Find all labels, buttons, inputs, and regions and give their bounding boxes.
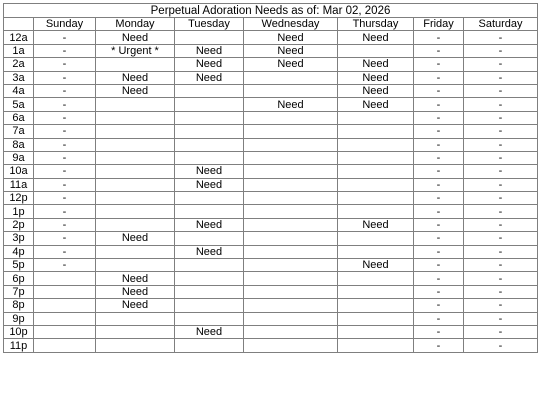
slot-cell-monday: Need [96,84,175,97]
table-row [4,205,538,218]
slot-cell-tuesday [175,299,244,312]
slot-cell-saturday: - [464,312,538,325]
slot-cell-saturday: - [464,339,538,352]
slot-cell-monday: Need [96,71,175,84]
hour-label: 4p [4,245,34,258]
slot-cell-tuesday [175,31,244,44]
table-row [4,178,538,191]
hour-label: 4a [4,84,34,97]
slot-cell-sunday [34,312,96,325]
slot-cell-tuesday: Need [175,325,244,338]
slot-cell-thursday [338,299,414,312]
table-row [4,165,538,178]
slot-cell-monday [96,151,175,164]
slot-cell-sunday: - [34,58,96,71]
table-row [4,98,538,111]
table-row [4,125,538,138]
hour-label: 7p [4,285,34,298]
slot-cell-thursday: Need [338,31,414,44]
table-row [4,44,538,57]
table-row [4,232,538,245]
slot-cell-saturday: - [464,151,538,164]
hour-label: 11p [4,339,34,352]
slot-cell-tuesday [175,205,244,218]
hour-label: 6a [4,111,34,124]
slot-cell-friday: - [414,44,464,57]
hour-label: 7a [4,125,34,138]
slot-cell-wednesday [244,312,338,325]
slot-cell-tuesday [175,339,244,352]
title-row [4,4,538,18]
slot-cell-saturday: - [464,125,538,138]
slot-cell-monday: Need [96,232,175,245]
hour-label: 5a [4,98,34,111]
table-row [4,84,538,97]
hour-label: 11a [4,178,34,191]
slot-cell-thursday [338,192,414,205]
slot-cell-wednesday [244,285,338,298]
slot-cell-tuesday: Need [175,44,244,57]
slot-cell-thursday [338,178,414,191]
header-row [4,18,538,31]
slot-cell-friday: - [414,111,464,124]
hour-label: 12a [4,31,34,44]
slot-cell-friday: - [414,299,464,312]
day-header-tuesday: Tuesday [175,18,244,31]
slot-cell-sunday [34,325,96,338]
slot-cell-sunday [34,272,96,285]
slot-cell-sunday: - [34,151,96,164]
hour-label: 5p [4,259,34,272]
slot-cell-tuesday [175,111,244,124]
slot-cell-sunday: - [34,84,96,97]
table-row [4,245,538,258]
slot-cell-thursday [338,245,414,258]
table-row [4,272,538,285]
slot-cell-friday: - [414,71,464,84]
slot-cell-thursday [338,232,414,245]
day-header-saturday: Saturday [464,18,538,31]
slot-cell-tuesday [175,151,244,164]
hour-label: 6p [4,272,34,285]
slot-cell-monday [96,192,175,205]
slot-cell-monday [96,218,175,231]
slot-cell-thursday: Need [338,58,414,71]
slot-cell-saturday: - [464,165,538,178]
table-row [4,285,538,298]
slot-cell-monday [96,339,175,352]
slot-cell-saturday: - [464,218,538,231]
slot-cell-friday: - [414,325,464,338]
slot-cell-monday [96,259,175,272]
slot-cell-friday: - [414,218,464,231]
hour-label: 12p [4,192,34,205]
table-row [4,312,538,325]
hour-label: 8p [4,299,34,312]
slot-cell-saturday: - [464,178,538,191]
slot-cell-friday: - [414,232,464,245]
slot-cell-monday [96,98,175,111]
slot-cell-sunday: - [34,138,96,151]
slot-cell-wednesday [244,339,338,352]
table-row [4,138,538,151]
slot-cell-wednesday [244,84,338,97]
schedule-table [3,3,538,353]
slot-cell-saturday: - [464,98,538,111]
slot-cell-sunday [34,339,96,352]
table-row [4,58,538,71]
hour-column-header [4,18,34,31]
slot-cell-thursday [338,138,414,151]
slot-cell-thursday [338,325,414,338]
slot-cell-wednesday: Need [244,31,338,44]
slot-cell-thursday: Need [338,259,414,272]
slot-cell-monday [96,245,175,258]
slot-cell-friday: - [414,245,464,258]
slot-cell-thursday: Need [338,98,414,111]
slot-cell-wednesday [244,259,338,272]
slot-cell-friday: - [414,98,464,111]
slot-cell-tuesday [175,125,244,138]
slot-cell-sunday: - [34,232,96,245]
slot-cell-saturday: - [464,44,538,57]
table-row [4,111,538,124]
slot-cell-thursday [338,111,414,124]
slot-cell-friday: - [414,312,464,325]
slot-cell-monday [96,312,175,325]
slot-cell-monday: Need [96,31,175,44]
slot-cell-thursday [338,151,414,164]
slot-cell-friday: - [414,272,464,285]
slot-cell-thursday [338,125,414,138]
slot-cell-tuesday [175,272,244,285]
slot-cell-thursday: Need [338,218,414,231]
slot-cell-sunday [34,285,96,298]
slot-cell-saturday: - [464,245,538,258]
slot-cell-saturday: - [464,325,538,338]
day-header-friday: Friday [414,18,464,31]
slot-cell-wednesday: Need [244,58,338,71]
slot-cell-monday [96,125,175,138]
slot-cell-monday: Need [96,272,175,285]
table-row [4,325,538,338]
slot-cell-friday: - [414,31,464,44]
slot-cell-thursday [338,285,414,298]
slot-cell-saturday: - [464,192,538,205]
slot-cell-friday: - [414,178,464,191]
slot-cell-wednesday [244,245,338,258]
slot-cell-wednesday [244,232,338,245]
hour-label: 3a [4,71,34,84]
slot-cell-saturday: - [464,58,538,71]
slot-cell-sunday: - [34,31,96,44]
slot-cell-wednesday [244,138,338,151]
slot-cell-tuesday [175,138,244,151]
slot-cell-monday: * Urgent * [96,44,175,57]
slot-cell-monday [96,165,175,178]
slot-cell-tuesday: Need [175,178,244,191]
slot-cell-tuesday [175,285,244,298]
slot-cell-friday: - [414,165,464,178]
hour-label: 2p [4,218,34,231]
slot-cell-sunday: - [34,259,96,272]
slot-cell-tuesday [175,312,244,325]
slot-cell-monday: Need [96,299,175,312]
slot-cell-friday: - [414,339,464,352]
slot-cell-saturday: - [464,31,538,44]
slot-cell-saturday: - [464,138,538,151]
slot-cell-monday [96,178,175,191]
slot-cell-tuesday [175,192,244,205]
slot-cell-saturday: - [464,71,538,84]
hour-label: 2a [4,58,34,71]
table-row [4,339,538,352]
slot-cell-sunday: - [34,98,96,111]
slot-cell-monday [96,138,175,151]
slot-cell-friday: - [414,58,464,71]
slot-cell-sunday: - [34,71,96,84]
adoration-schedule [3,3,538,353]
slot-cell-wednesday [244,111,338,124]
day-header-thursday: Thursday [338,18,414,31]
slot-cell-thursday: Need [338,71,414,84]
slot-cell-saturday: - [464,205,538,218]
slot-cell-thursday [338,339,414,352]
table-row [4,151,538,164]
slot-cell-friday: - [414,192,464,205]
slot-cell-thursday [338,165,414,178]
slot-cell-wednesday [244,218,338,231]
slot-cell-wednesday [244,165,338,178]
slot-cell-tuesday [175,98,244,111]
slot-cell-wednesday: Need [244,98,338,111]
day-header-monday: Monday [96,18,175,31]
slot-cell-sunday: - [34,205,96,218]
slot-cell-friday: - [414,205,464,218]
slot-cell-saturday: - [464,111,538,124]
hour-label: 10a [4,165,34,178]
slot-cell-thursday: Need [338,84,414,97]
slot-cell-wednesday [244,325,338,338]
slot-cell-wednesday [244,299,338,312]
slot-cell-sunday: - [34,218,96,231]
slot-cell-tuesday: Need [175,71,244,84]
hour-label: 8a [4,138,34,151]
slot-cell-sunday: - [34,192,96,205]
slot-cell-wednesday [244,178,338,191]
schedule-body [4,31,538,352]
slot-cell-sunday [34,299,96,312]
slot-cell-friday: - [414,84,464,97]
hour-label: 1a [4,44,34,57]
slot-cell-wednesday [244,125,338,138]
slot-cell-monday [96,58,175,71]
slot-cell-monday [96,111,175,124]
slot-cell-sunday: - [34,125,96,138]
table-row [4,299,538,312]
slot-cell-wednesday: Need [244,44,338,57]
slot-cell-tuesday [175,84,244,97]
table-row [4,259,538,272]
slot-cell-tuesday: Need [175,245,244,258]
slot-cell-tuesday: Need [175,165,244,178]
table-row [4,218,538,231]
slot-cell-monday: Need [96,285,175,298]
table-title: Perpetual Adoration Needs as of: Mar 02, 2026 [4,4,538,18]
slot-cell-friday: - [414,125,464,138]
hour-label: 3p [4,232,34,245]
slot-cell-wednesday [244,205,338,218]
hour-label: 10p [4,325,34,338]
slot-cell-saturday: - [464,285,538,298]
slot-cell-wednesday [244,71,338,84]
slot-cell-tuesday [175,259,244,272]
slot-cell-friday: - [414,138,464,151]
hour-label: 9a [4,151,34,164]
slot-cell-sunday: - [34,44,96,57]
table-row [4,71,538,84]
slot-cell-sunday: - [34,111,96,124]
slot-cell-thursday [338,44,414,57]
slot-cell-tuesday [175,232,244,245]
slot-cell-friday: - [414,151,464,164]
slot-cell-wednesday [244,192,338,205]
slot-cell-saturday: - [464,272,538,285]
slot-cell-tuesday: Need [175,218,244,231]
table-row [4,192,538,205]
slot-cell-wednesday [244,151,338,164]
slot-cell-monday [96,325,175,338]
table-row [4,31,538,44]
slot-cell-saturday: - [464,84,538,97]
slot-cell-thursday [338,312,414,325]
slot-cell-sunday: - [34,165,96,178]
slot-cell-friday: - [414,259,464,272]
hour-label: 1p [4,205,34,218]
slot-cell-friday: - [414,285,464,298]
slot-cell-sunday: - [34,178,96,191]
slot-cell-thursday [338,205,414,218]
slot-cell-saturday: - [464,299,538,312]
slot-cell-tuesday: Need [175,58,244,71]
slot-cell-monday [96,205,175,218]
slot-cell-thursday [338,272,414,285]
slot-cell-saturday: - [464,232,538,245]
slot-cell-wednesday [244,272,338,285]
slot-cell-saturday: - [464,259,538,272]
hour-label: 9p [4,312,34,325]
day-header-wednesday: Wednesday [244,18,338,31]
slot-cell-sunday: - [34,245,96,258]
day-header-sunday: Sunday [34,18,96,31]
